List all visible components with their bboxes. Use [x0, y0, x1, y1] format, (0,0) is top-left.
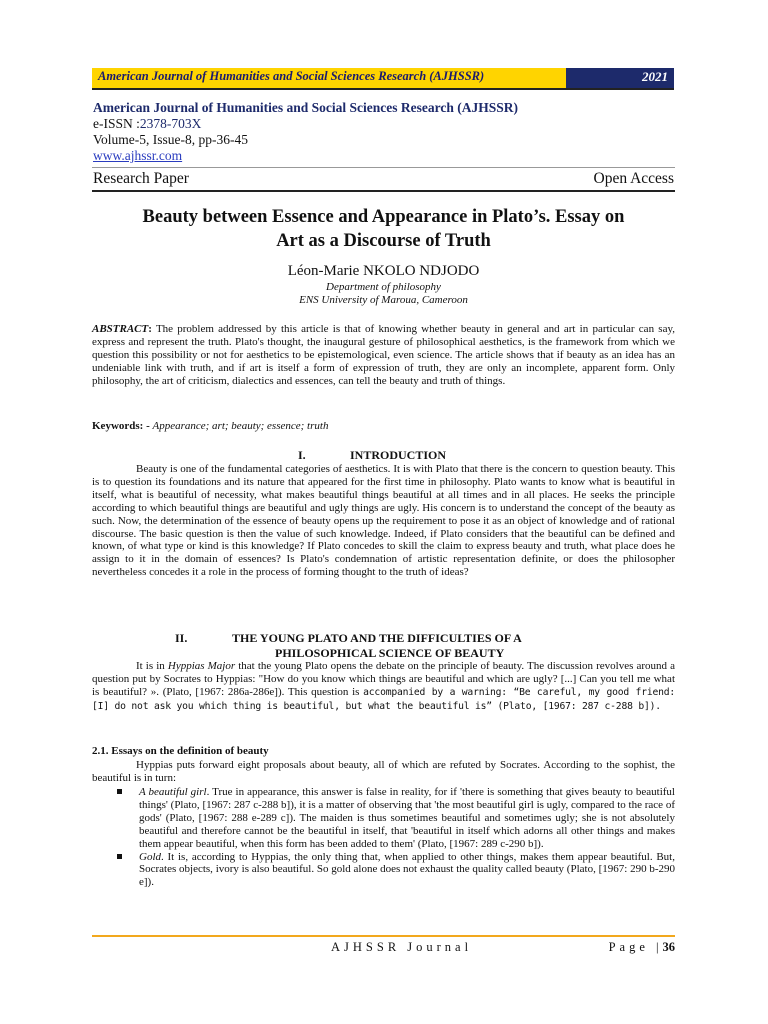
footer-rule: [92, 935, 675, 937]
section-1-heading: INTRODUCTION: [350, 448, 447, 462]
list-item: [92, 786, 675, 851]
section-2-heading-line-1: THE YOUNG PLATO AND THE DIFFICULTIES OF A: [232, 631, 522, 645]
abstract: [92, 323, 675, 388]
department: Department of philosophy: [326, 281, 441, 293]
bullet-square-icon: [117, 854, 122, 859]
abstract-label: ABSTRACT: [92, 323, 149, 335]
running-header: [92, 68, 674, 90]
header-year-box: [566, 68, 674, 88]
abstract-sep: :: [148, 323, 152, 335]
section-2-heading-line-2: PHILOSOPHICAL SCIENCE OF BEAUTY: [275, 646, 505, 660]
section-2-text-rest: that the young Plato opens the debate on the principle of beauty. The discussion revolves around a question put by Socrates to Hyppias: "How do you know which things are beautiful and which are ugly? [...] Can you tell me what is beautiful? ». (Plato, [1967: 286a-286e]). This question is: [92, 660, 675, 698]
publication-info: [93, 100, 675, 164]
author-name: Léon-Marie NKOLO NDJODO: [287, 263, 480, 279]
footer-page: [609, 940, 675, 955]
university: ENS University of Maroua, Cameroon: [299, 294, 468, 306]
access-type: Open Access: [593, 170, 674, 187]
issn-number: 2378-703X: [139, 116, 202, 131]
journal-url-link[interactable]: www.ajhssr.com: [93, 148, 183, 163]
volume-line: Volume-5, Issue-8, pp-36-45: [93, 132, 248, 147]
bullet-text: . It is, according to Hyppias, the only thing that, when applied to other things, makes them appear beautiful. But, Socrates objects, ivory is also beautiful. So gold alone does not exhaust the quality called beauty (Plato, [1967: 290 b-290 e]).: [139, 850, 675, 889]
section-2-text-start: It is in: [136, 660, 168, 672]
bullet-lead: A beautiful girl: [139, 786, 207, 798]
paper-type: Research Paper: [93, 170, 189, 187]
bullet-list: [92, 786, 675, 889]
hyppias-major-title: Hyppias Major: [167, 660, 236, 672]
title-line-2: Art as a Discourse of Truth: [276, 231, 491, 251]
section-2-quote: accompanied by a warning: “Be careful, my good friend: [I] do not ask you which thing is beautiful, but what the beautiful is” (Plato, [1967: 287 c-288 b]).: [92, 686, 675, 712]
issn-label: e-ISSN :: [93, 116, 140, 131]
article-title: [92, 205, 675, 253]
header-journal-name: American Journal of Humanities and Social Sciences Research (AJHSSR): [98, 69, 485, 83]
keywords-text: Appearance; art; beauty; essence; truth: [152, 420, 329, 432]
keywords-sep: : -: [139, 420, 153, 432]
footer-page-label: Page |: [608, 940, 663, 954]
introduction-paragraph: Beauty is one of the fundamental categories of aesthetics. It is with Plato that there is the concern to question beauty. This is to question its foundations and its nature that appeared for the first time in philosophy. Plato wants to know what is beautiful in itself, what is beautiful of necessity, what makes beautiful things beautiful at all times and in all places. He seeks the principle according to which beautiful things are beautiful and ugly things are ugly. His concern is to understand the concept of the beauty as such. Now, the determination of the essence of beauty opens up the requirement to pose it as an object of knowledge and of rational discourse. The basic question is then the value of such knowledge. Indeed, if Plato considers that the beautiful can be defined and known, of what type or kind is this knowledge? If Plato concedes to skill the claim to express beauty and truth, what place does he assign to it in the domain of essences? Is Plato's condemnation of artistic representation definite, or does the philosopher nevertheless concedes it a role in the process of forming thought to the truth of ideas?: [92, 463, 675, 579]
keywords: [92, 420, 675, 432]
abstract-text: The problem addressed by this article is that of knowing whether beauty in general and art in particular can say, express and represent the truth. Plato's thought, the inaugural gesture of philosophical aesthetics, is the framework from which we question this possibility or not for aesthetics to be epistemological, even science. The article shows that if beauty as an idea has an undeniable link with truth, and if art is itself a form of expression of truth, they are only an incomplete, apparent form. Only philosophy, the art of criticism, dialectics and essences, can tell the beauty and truth of things.: [92, 323, 675, 387]
subsection-intro: Hyppias puts forward eight proposals about beauty, all of which are refuted by Socrates. According to the sophist, the beautiful is in turn:: [92, 759, 675, 784]
section-2-paragraph: [92, 660, 675, 714]
bullet-lead: Gold: [139, 850, 161, 863]
journal-title: American Journal of Humanities and Social Sciences Research (AJHSSR): [93, 100, 518, 115]
subsection-heading: 2.1. Essays on the definition of beauty: [92, 745, 269, 757]
title-line-1: Beauty between Essence and Appearance in Plato’s. Essay on: [142, 207, 625, 227]
footer-journal: AJHSSR Journal: [331, 940, 473, 954]
footer-page-number: 36: [662, 940, 675, 954]
section-1-number: I.: [298, 448, 306, 462]
affiliation: [92, 281, 675, 307]
issn-line: [93, 116, 675, 132]
keywords-label: Keywords: [92, 420, 140, 432]
bullet-text: . True in appearance, this answer is false in reality, for if 'there is something that gives beauty to beautiful things' (Plato, [1967: 287 c-288 b]), it is a matter of observing that 'the most beautiful girl is ugly, compared to the race of gods' (Plato, [1967: 288 e-289 c]). The maiden is thus sometimes beautiful and sometimes ugly; she is not absolutely beautiful and therefore cannot be the beautiful in itself, that 'beautiful in itself which adorns all other things and makes them appear beautiful, when this form has been added to them' (Plato, [1967: 289 c-290 b]).: [139, 786, 675, 850]
paper-type-bar: [92, 167, 675, 192]
bullet-square-icon: [117, 789, 122, 794]
section-2-number: II.: [175, 631, 188, 645]
header-year: 2021: [642, 69, 668, 84]
list-item: [92, 851, 675, 890]
